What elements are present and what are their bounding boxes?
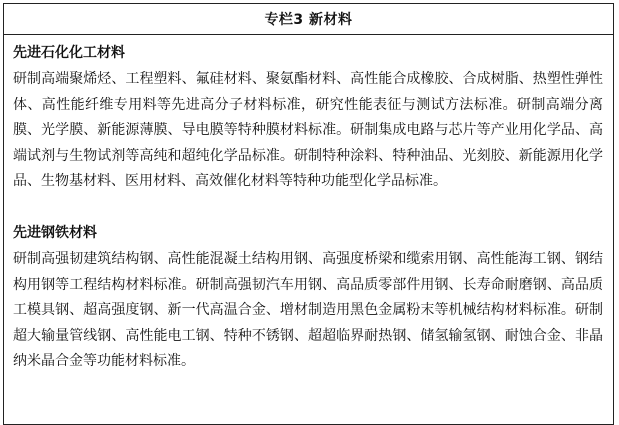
section-petrochemical (13, 43, 603, 195)
column-body (4, 43, 613, 375)
section-heading: 先进钢铁材料 (13, 224, 97, 241)
section-steel (13, 223, 603, 375)
section-spacer (13, 195, 603, 215)
column-box (3, 3, 614, 425)
column-title: 专栏3 新材料 (4, 4, 613, 35)
section-paragraph: 研制高强韧建筑结构钢、高性能混凝土结构用钢、高强度桥梁和缆索用钢、高性能海工钢、钢结构用钢等工程结构材料标准。研制高强韧汽车用钢、高品质零部件用钢、长寿命耐磨钢、高品质工模具钢、超高强度钢、新一代高温合金、增材制造用黑色金属粉末等机械结构材料标准。研制超大输量管线钢、高性能电工钢、特种不锈钢、超超临界耐热钢、储氢输氢钢、耐蚀合金、非晶纳米晶合金等功能材料标准。 (13, 250, 603, 370)
section-paragraph: 研制高端聚烯烃、工程塑料、氟硅材料、聚氨酯材料、高性能合成橡胶、合成树脂、热塑性弹性体、高性能纤维专用料等先进高分子材料标准，研究性能表征与测试方法标准。研制高端分离膜、光学膜、新能源薄膜、导电膜等特种膜材料标准。研制集成电路与芯片等产业用化学品、高端试剂与生物试剂等高纯和超纯化学品标准。研制特种涂料、特种油品、光刻胶、新能源用化学品、生物基材料、医用材料、高效催化材料等特种功能型化学品标准。 (13, 71, 603, 190)
section-heading: 先进石化化工材料 (13, 45, 125, 61)
